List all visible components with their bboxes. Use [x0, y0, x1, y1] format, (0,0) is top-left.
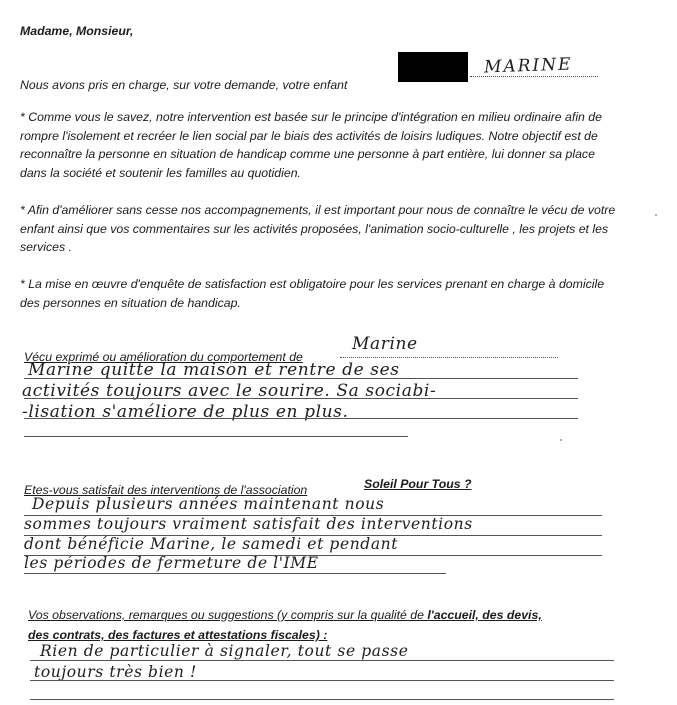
section1-label: Vécu exprimé ou amélioration du comportement de — [24, 350, 303, 364]
paragraph-improvement: * Afin d'améliorer sans cesse nos accompagnements, il est important pour nous de connaître le vécu de votre enfant ainsi que vos commentaires sur les activités proposées, l'animation socio-culturelle , les projets et les services . — [20, 203, 616, 254]
section2-line-4 — [24, 573, 446, 574]
section1-answer-line-2: activités toujours avec le sourire. Sa sociabi- — [22, 381, 437, 401]
greeting: Madame, Monsieur, — [20, 24, 134, 38]
section2-answer-line-3: dont bénéficie Marine, le samedi et pendant — [24, 535, 399, 553]
section1-line-3 — [24, 418, 578, 419]
section2-association: Soleil Pour Tous ? — [364, 477, 472, 491]
section2-line-1 — [24, 515, 602, 516]
section3-line-2 — [30, 680, 614, 681]
section2-line-2 — [24, 535, 602, 536]
section3-line-3 — [30, 699, 614, 700]
section1-answer-line-3: -lisation s'améliore de plus en plus. — [22, 402, 349, 422]
section2-answer-line-4: les périodes de fermeture de l'IME — [24, 554, 319, 572]
section2-line-3 — [24, 555, 602, 556]
intro-text: Nous avons pris en charge, sur votre demande, votre enfant — [20, 78, 348, 92]
section1-line-0 — [340, 357, 558, 358]
section3-label-line1 — [28, 606, 542, 624]
paragraph-integration: * Comme vous le savez, notre intervention est basée sur le principe d'intégration en milieu ordinaire afin de rompre l'isolement et recréer le lien social par le biais des activités de loisirs ludiques. Notre objectif est de reconnaître la personne en situation de handicap comme une personne à part entière, lui donner sa place dans la société et soutenir les familles au quotidien. — [20, 110, 602, 180]
section3-line-1 — [30, 660, 614, 661]
section3-label-bold: l'accueil, des devis, — [427, 608, 542, 622]
section3-label-part1: Vos observations, remarques ou suggestions (y compris sur la qualité de — [28, 608, 428, 622]
scan-speck — [655, 214, 657, 216]
child-name-handwritten: MARINE — [483, 54, 573, 78]
section3-label-line2: des contrats, des factures et attestations fiscales) : — [28, 628, 328, 642]
section1-line-4 — [24, 436, 408, 437]
section2-label: Etes-vous satisfait des interventions de l'association — [24, 483, 308, 497]
section1-line-1 — [24, 378, 578, 379]
section1-answer-line-1: Marine quitte la maison et rentre de ses — [28, 360, 400, 380]
section3-answer-line-1: Rien de particulier à signaler, tout se passe — [40, 642, 409, 660]
paragraph-mandatory-survey: * La mise en œuvre d'enquête de satisfaction est obligatoire pour les services prenant en charge à domicile des personnes en situation de handicap. — [20, 277, 605, 310]
section2-answer-line-2: sommes toujours vraiment satisfait des interventions — [24, 515, 473, 533]
section2-answer-line-1: Depuis plusieurs années maintenant nous — [32, 495, 385, 513]
section3-answer-line-2: toujours très bien ! — [34, 663, 197, 681]
section1-name-handwritten: Marine — [352, 334, 418, 354]
redacted-surname — [398, 52, 468, 82]
section1-line-2 — [24, 398, 578, 399]
scan-speck — [560, 439, 562, 441]
